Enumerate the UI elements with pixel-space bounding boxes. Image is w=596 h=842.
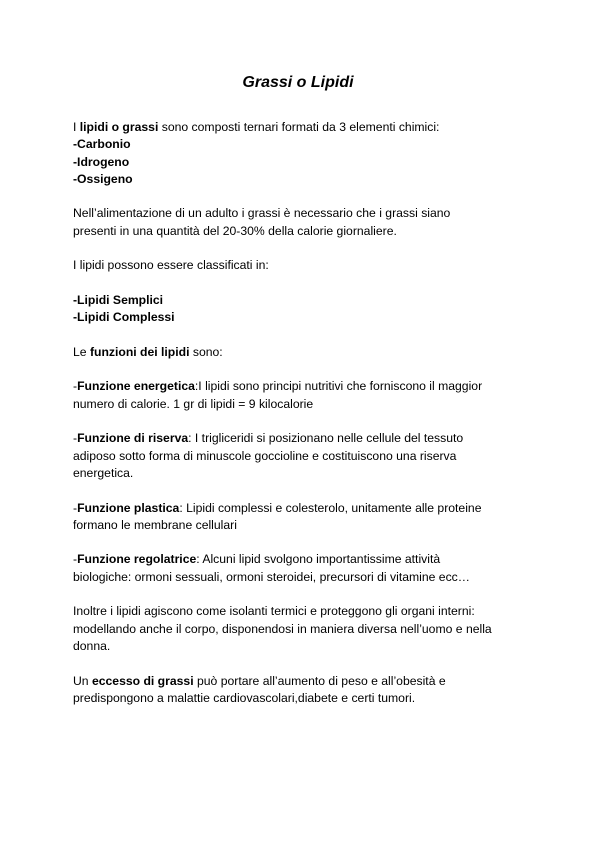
functions-intro-line xyxy=(73,344,533,361)
requirement-paragraph xyxy=(73,205,533,240)
function-description-line: energetica. xyxy=(73,465,134,480)
excess-line-2: predispongono a malattie cardiovascolari,diabete e certi tumori. xyxy=(73,690,416,705)
function-name: Funzione regolatrice xyxy=(77,552,197,567)
functions-intro-bold: funzioni dei lipidi xyxy=(89,344,190,359)
function-plastica xyxy=(73,500,533,535)
intro-bold-term: lipidi o grassi xyxy=(79,120,159,134)
function-name: Funzione di riserva xyxy=(77,431,189,446)
function-name: Funzione plastica xyxy=(77,500,180,515)
page-title: Grassi o Lipidi xyxy=(242,74,354,91)
intro-text-start: I xyxy=(73,120,80,134)
function-description: : I trigliceridi si posizionano nelle cellule del tessuto xyxy=(188,431,464,446)
lipid-types-list xyxy=(73,292,533,327)
function-name: Funzione energetica xyxy=(77,379,195,394)
element-ossigeno: -Ossigeno xyxy=(73,171,133,186)
classification-paragraph xyxy=(73,257,533,274)
intro-paragraph xyxy=(73,119,533,188)
function-description-line: formano le membrane cellulari xyxy=(73,517,237,532)
function-riserva xyxy=(73,430,533,482)
function-dash: - xyxy=(73,431,78,446)
excess-text-end: può portare all’aumento di peso e all’obesità e xyxy=(193,673,446,688)
functions-intro-start: Le xyxy=(73,344,90,359)
intro-text-end: sono composti ternari formati da 3 elementi chimici: xyxy=(158,120,440,134)
excess-line-1 xyxy=(73,673,533,690)
intro-line xyxy=(73,119,533,136)
function-description: :I lipidi sono principi nutritivi che forniscono il maggior xyxy=(194,379,483,394)
function-regolatrice xyxy=(73,551,533,586)
function-line xyxy=(73,378,533,395)
function-line xyxy=(73,430,533,447)
function-line xyxy=(73,551,533,568)
lipid-type-simple: -Lipidi Semplici xyxy=(73,292,164,307)
function-dash: - xyxy=(73,552,78,567)
function-description-line: numero di calorie. 1 gr di lipidi = 9 kilocalorie xyxy=(73,396,314,411)
function-description-line: adiposo sotto forma di minuscole goccioline e costituiscono una riserva xyxy=(73,448,457,463)
function-description: : Lipidi complessi e colesterolo, unitamente alle proteine xyxy=(179,500,482,515)
classification-text: I lipidi possono essere classificati in: xyxy=(73,258,269,273)
document-body xyxy=(73,119,533,724)
element-carbonio: -Carbonio xyxy=(73,137,131,152)
protection-line-2: modellando anche il corpo, disponendosi in maniera diversa nell’uomo e nella xyxy=(73,621,492,636)
function-energetica xyxy=(73,378,533,413)
excess-text-start: Un xyxy=(73,673,92,688)
function-dash: - xyxy=(73,500,78,515)
element-idrogeno: -Idrogeno xyxy=(73,154,130,169)
excess-bold-term: eccesso di grassi xyxy=(91,673,194,688)
functions-intro-end: sono: xyxy=(189,344,223,359)
requirement-line-1: Nell’alimentazione di un adulto i grassi è necessario che i grassi siano xyxy=(73,206,451,221)
function-dash: - xyxy=(73,379,78,394)
protection-line-1: Inoltre i lipidi agiscono come isolanti termici e proteggono gli organi interni: xyxy=(73,604,475,619)
excess-paragraph xyxy=(73,673,533,708)
function-description: : Alcuni lipid svolgono importantissime attività xyxy=(196,552,441,567)
function-description-line: biologiche: ormoni sessuali, ormoni steroidei, precursori di vitamine ecc… xyxy=(73,569,470,584)
function-line xyxy=(73,500,533,517)
protection-line-3: donna. xyxy=(73,638,111,653)
functions-intro-paragraph xyxy=(73,344,533,361)
requirement-line-2: presenti in una quantità del 20-30% della calorie giornaliere. xyxy=(73,223,397,238)
protection-paragraph xyxy=(73,603,533,655)
lipid-type-complex: -Lipidi Complessi xyxy=(73,310,175,325)
